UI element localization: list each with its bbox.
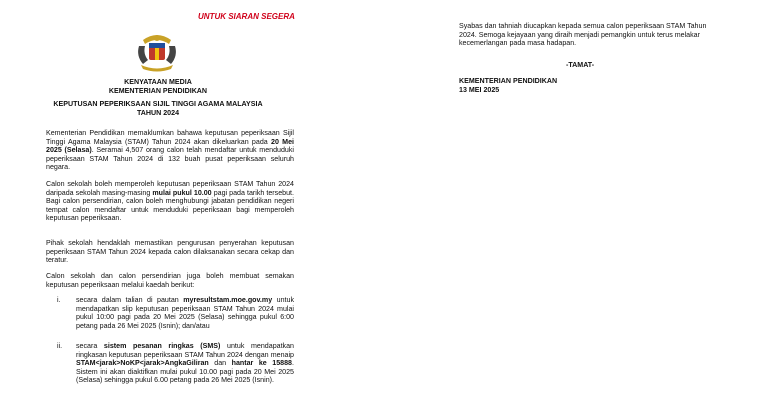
list-item bbox=[57, 342, 294, 385]
media-header-line2: KEMENTERIAN PENDIDIKAN bbox=[108, 86, 208, 95]
signature-date: 13 MEI 2025 bbox=[459, 85, 500, 94]
list-item-number: i. bbox=[57, 296, 61, 304]
list-item-text: secara dalam talian di pautan myresultstam.moe.gov.my untuk mendapatkan slip keputusan peperiksaan STAM Tahun 2024 mulai pukul 10:00 pagi pada 20 Mei 2025 (Selasa) sehingga pukul 6:00 petang pada 26 Mei 2025 (Isnin); dan/atau bbox=[76, 296, 294, 330]
media-header-line1: KENYATAAN MEDIA bbox=[124, 78, 192, 86]
coat-of-arms-emblem bbox=[133, 32, 181, 72]
document-title-line1: KEPUTUSAN PEPERIKSAAN SIJIL TINGGI AGAMA MALAYSIA bbox=[53, 100, 263, 108]
list-item-number: ii. bbox=[57, 342, 63, 350]
urgent-label: UNTUK SIARAN SEGERA bbox=[198, 12, 295, 21]
list-item bbox=[57, 296, 294, 330]
document-title-line2: TAHUN 2024 bbox=[136, 108, 180, 117]
result-link[interactable]: myresultstam.moe.gov.my bbox=[183, 296, 273, 304]
media-header bbox=[46, 78, 270, 95]
signature-ministry: KEMENTERIAN PENDIDIKAN bbox=[459, 77, 558, 85]
signature-block bbox=[459, 77, 557, 94]
paragraph-4: Calon sekolah dan calon persendirian juga boleh membuat semakan keputusan peperiksaan melalui kaedah berikut: bbox=[46, 272, 294, 289]
end-mark: -TAMAT- bbox=[566, 61, 595, 69]
list-item-text: secara sistem pesanan ringkas (SMS) untuk mendapatkan ringkasan keputusan peperiksaan STAM Tahun 2024 dengan menaip STAM<jarak>NoKP<jarak>AngkaGiliran dan hantar ke 15888. Sistem ini akan diaktifkan mulai pukul 10.00 pagi pada 20 Mei 2025 (Selasa) sehingga pukul 6.00 petang pada 26 Mei 2025 (Isnin). bbox=[76, 342, 294, 385]
paragraph-2: Calon sekolah boleh memperoleh keputusan peperiksaan STAM Tahun 2024 daripada sekolah masing-masing mulai pukul 10.00 pagi pada tarikh tersebut. Bagi calon persendirian, calon boleh menghubungi jabatan pendidikan negeri tempat calon mendaftar untuk menduduki peperiksaan bagi memperoleh keputusan peperiksaan. bbox=[46, 180, 294, 223]
paragraph-1: Kementerian Pendidikan memaklumkan bahawa keputusan peperiksaan Sijil Tinggi Agama Malaysia (STAM) Tahun 2024 akan dikeluarkan pada 20 Mei 2025 (Selasa). Seramai 4,507 orang calon telah mendaftar untuk menduduki peperiksaan STAM Tahun 2024 di 132 buah pusat peperiksaan seluruh negara. bbox=[46, 129, 294, 172]
document-title bbox=[46, 100, 270, 117]
paragraph-3: Pihak sekolah hendaklah memastikan pengurusan penyerahan keputusan peperiksaan STAM Tahun 2024 kepada calon dilaksanakan secara cekap dan teratur. bbox=[46, 239, 294, 265]
closing-paragraph: Syabas dan tahniah diucapkan kepada semua calon peperiksaan STAM Tahun 2024. Semoga kejayaan yang diraih menjadi pemangkin untuk terus melakar kecemerlangan pada masa hadapan. bbox=[459, 22, 707, 48]
